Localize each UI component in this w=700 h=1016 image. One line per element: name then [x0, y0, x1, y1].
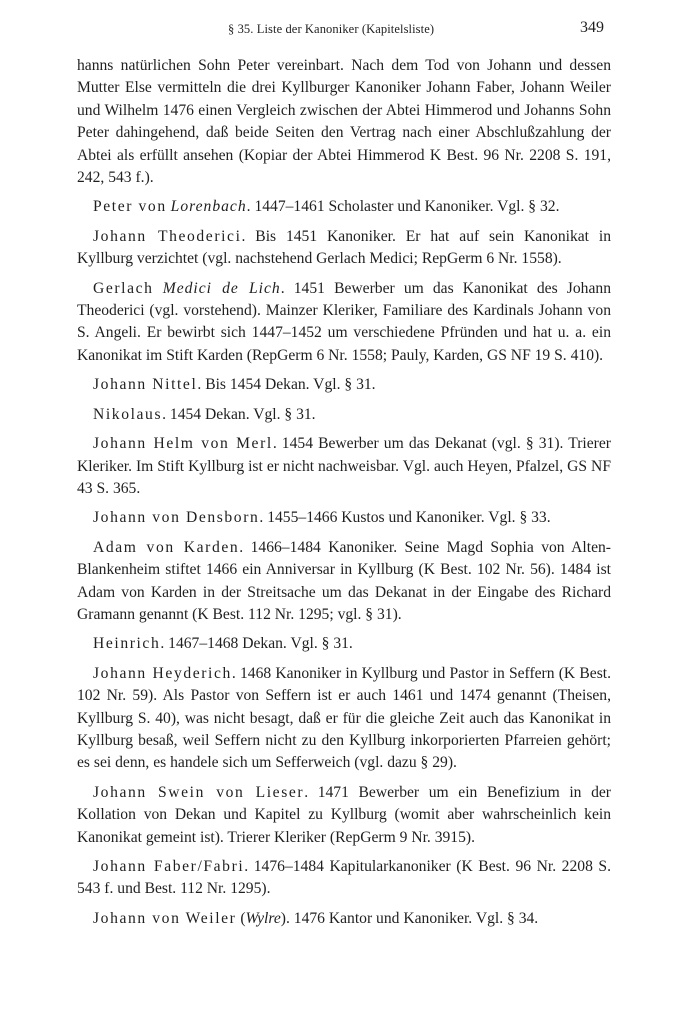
- entry-name: Johann Faber/Fabri: [93, 858, 245, 875]
- entry-text: . 1451 Bewerber um das Kanonikat des Johann Theoderici (vgl. vorstehend). Mainzer Kleriker, Familiare des Kardinals Johann von S. Angeli. Er bewirbt sich 1447–1452 um verschiedene Pfründen und hat u. a. ein Kanonikat im Stift Karden (RepGerm 6 Nr. 1558; Pauly, Karden, GS NF 19 S. 410).: [77, 279, 611, 364]
- entry-name: Johann Helm von Merl: [93, 435, 273, 453]
- entry-name: Heinrich: [93, 635, 161, 653]
- entry-peter-von-lorenbach: [77, 196, 611, 218]
- entry-name: Gerlach: [93, 279, 154, 297]
- entry-johann-heyderich: [77, 663, 611, 775]
- entry-gerlach-medici: [77, 278, 611, 368]
- entry-name-italic: Lorenbach: [170, 198, 247, 216]
- entry-text: ). 1476 Kantor und Kanoniker. Vgl. § 34.: [280, 909, 539, 927]
- entry-text: . 1467–1468 Dekan. Vgl. § 31.: [160, 635, 353, 653]
- running-title: § 35. Liste der Kanoniker (Kapitelsliste): [228, 22, 435, 36]
- entry-name-italic: Medici de Lich: [162, 279, 281, 297]
- entry-heinrich: [77, 633, 611, 655]
- entry-text: . Bis 1451 Kanoniker. Er hat auf sein Kanonikat in Kyllburg verzichtet (vgl. nachstehend Gerlach Medici; RepGerm 6 Nr. 1558).: [77, 227, 612, 268]
- entry-name: Johann Heyderich: [93, 664, 232, 682]
- entry-text: . 1466–1484 Kanoniker. Seine Magd Sophia von Alten-Blankenheim stiftet 1466 ein Anniversar in Kyllburg (K Best. 102 Nr. 56). 1484 ist Adam von Karden in der Streitsache um das Dekanat in der Eingabe des Richard Gramann genannt (K Best. 112 Nr. 1295; vgl. § 31).: [77, 538, 611, 623]
- entry-name-italic: Wylre: [245, 909, 281, 927]
- entry-name: Nikolaus: [93, 405, 163, 423]
- entry-text: . 1454 Bewerber um das Dekanat (vgl. § 31). Trierer Kleriker. Im Stift Kyllburg ist er nicht nachweisbar. Vgl. auch Heyen, Pfalzel, GS NF 43 S. 365.: [77, 435, 611, 497]
- entry-name: Johann Swein von Lieser: [93, 783, 305, 801]
- entry-johann-faber: [77, 856, 611, 901]
- entry-johann-weiler: [77, 908, 611, 930]
- entry-text: . 1468 Kanoniker in Kyllburg und Pastor in Seffern (K Best. 102 Nr. 59). Als Pastor von Seffern ist er auch 1461 und 1474 genannt (Theisen, Kyllburg S. 40), was nicht besagt, daß er für die gleiche Zeit auch das Kanonikat in Kyllburg besaß, weil Seffern nicht zu den Kyllburg inkorporierten Pfarreien gehört; es sei denn, es handele sich um Sefferweich (vgl. dazu § 29).: [77, 664, 611, 772]
- entry-johann-helm: [77, 433, 611, 500]
- entry-name: Johann von Densborn: [93, 509, 260, 527]
- entry-johann-nittel: [77, 374, 611, 396]
- entry-name: Johann Nittel: [93, 376, 198, 394]
- running-head: [0, 19, 700, 42]
- entry-nikolaus: [77, 404, 611, 426]
- entry-name: Johann von Weiler: [93, 909, 237, 927]
- entry-text: . 1454 Dekan. Vgl. § 31.: [162, 405, 316, 423]
- entry-text: . 1447–1461 Scholaster und Kanoniker. Vgl. § 32.: [246, 198, 560, 216]
- entry-paren: (: [236, 909, 246, 927]
- page-body: [77, 55, 611, 937]
- entry-text: . 1455–1466 Kustos und Kanoniker. Vgl. § 33.: [259, 509, 551, 527]
- entry-johann-theoderici: [77, 226, 611, 271]
- paragraph-text: hanns natürlichen Sohn Peter vereinbart. Nach dem Tod von Johann und dessen Mutter Else vermitteln die drei Kyllburger Kanoniker Johann Faber, Johann Weiler und Wilhelm 1476 einen Vergleich zwischen der Abtei Himmerod und Johanns Sohn Peter dahingehend, daß beide Seiten den Vertrag nach einer Abschlußzahlung der Abtei als erfüllt ansehen (Kopiar der Abtei Himmerod K Best. 96 Nr. 2208 S. 191, 242, 543 f.).: [77, 57, 611, 187]
- entry-text: . Bis 1454 Dekan. Vgl. § 31.: [197, 376, 376, 394]
- entry-johann-densborn: [77, 507, 611, 529]
- entry-johann-swein: [77, 782, 611, 849]
- entry-name: Johann Theoderici: [93, 227, 242, 245]
- entry-text: . 1476–1484 Kapitularkanoniker (K Best. 96 Nr. 2208 S. 543 f. und Best. 112 Nr. 1295).: [77, 858, 611, 898]
- page-number: 349: [580, 19, 604, 36]
- paragraph-continuation: [77, 55, 611, 189]
- entry-adam-karden: [77, 537, 611, 627]
- entry-text: . 1471 Bewerber um ein Benefizium in der Kollation von Dekan und Kapitel zu Kyllburg (womit aber wahrscheinlich kein Kanonikat gemeint ist). Trierer Kleriker (RepGerm 9 Nr. 3915).: [77, 783, 611, 846]
- entry-name: Peter von: [93, 198, 167, 216]
- entry-name: Adam von Karden: [93, 538, 240, 556]
